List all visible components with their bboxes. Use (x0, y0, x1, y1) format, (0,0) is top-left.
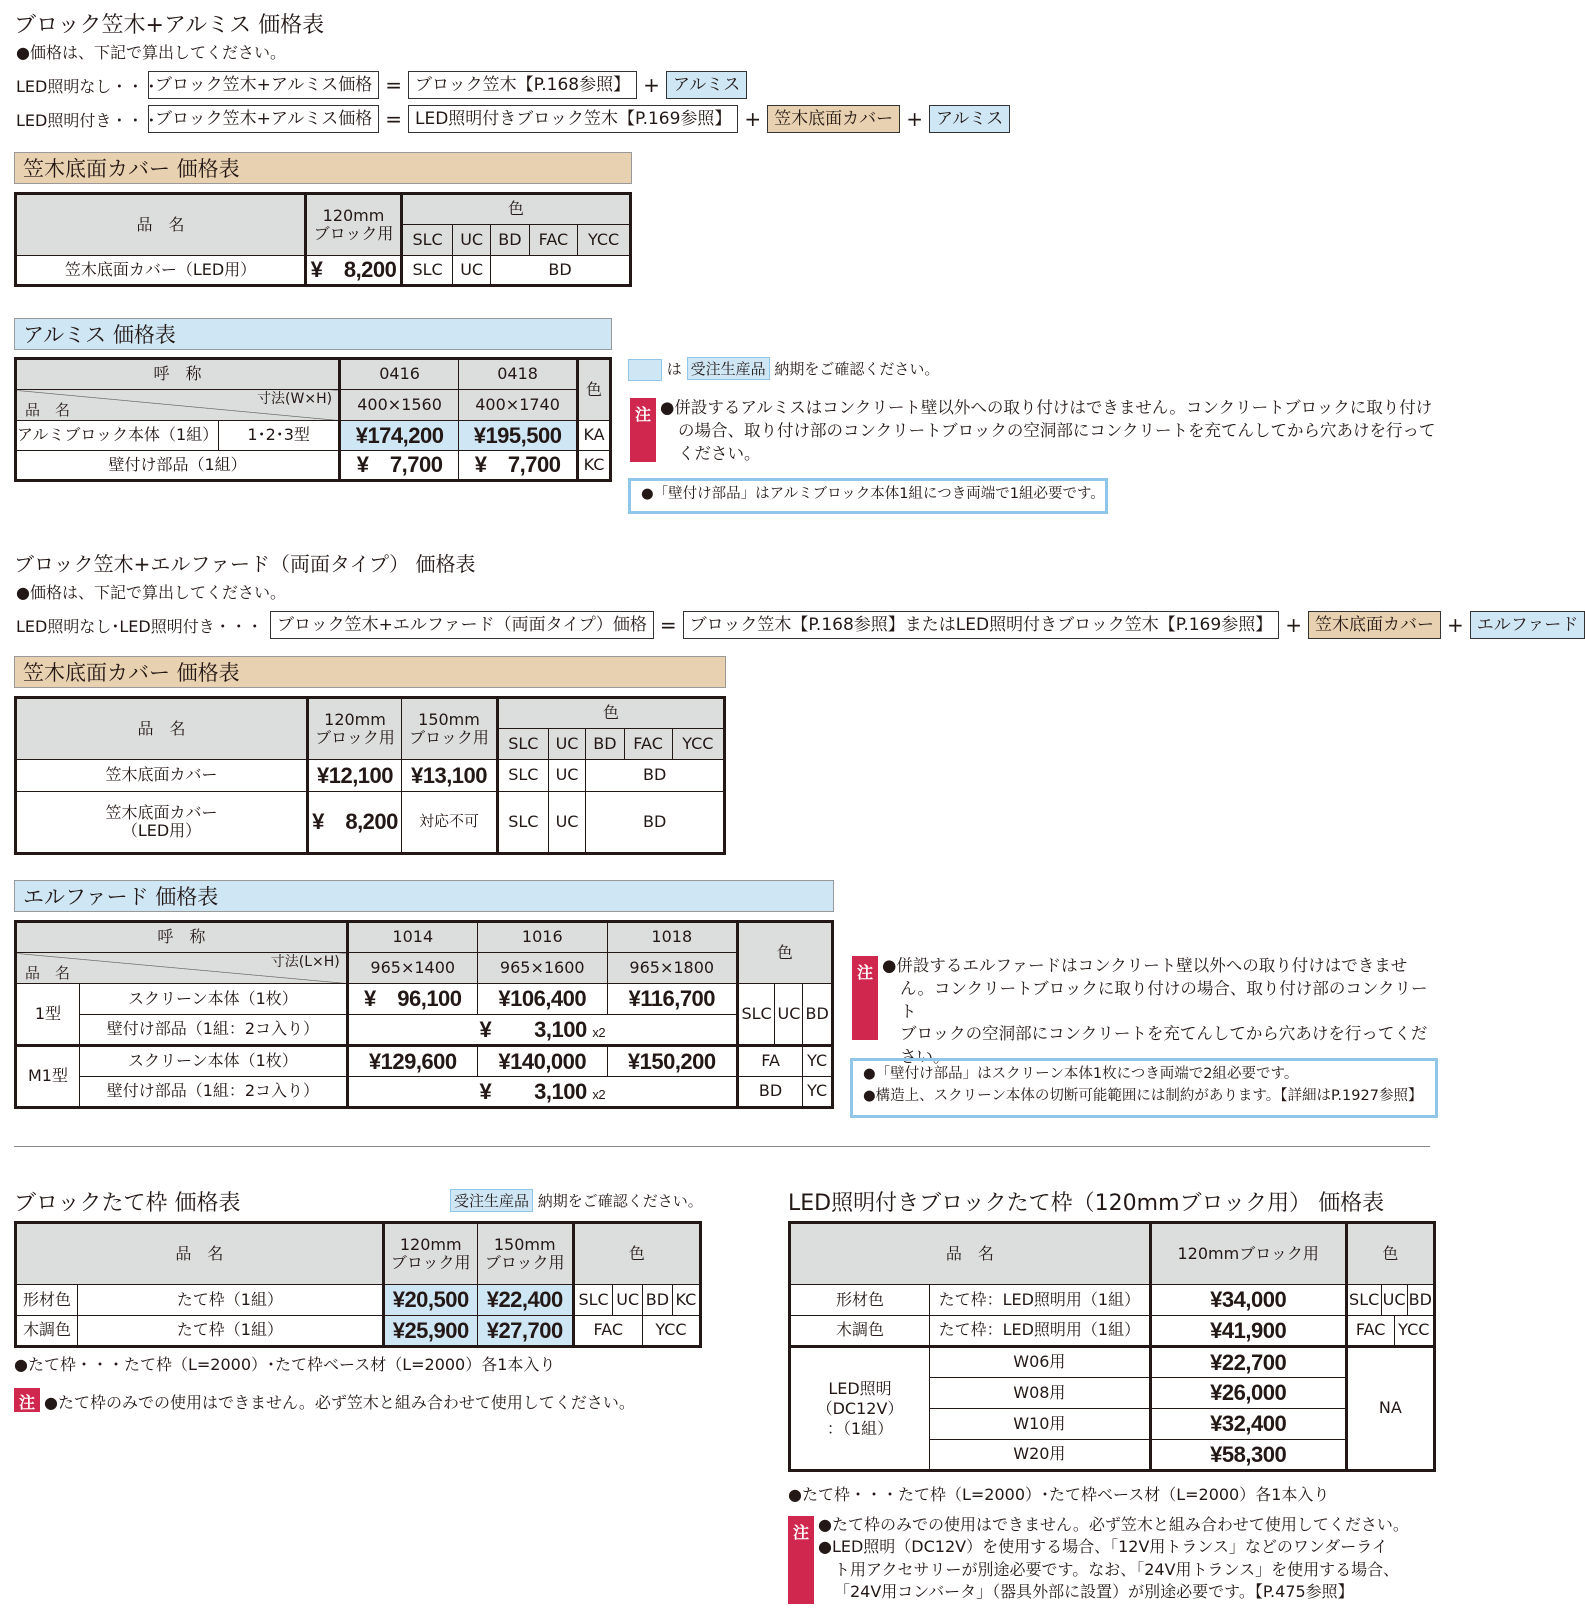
header-dim: 寸法(W×H) (257, 391, 333, 407)
caution-icon: 注 (14, 1388, 40, 1412)
color-code: BD (491, 225, 530, 256)
plus: + (906, 107, 923, 131)
header-model: 1014 (347, 922, 477, 953)
table-row (16, 792, 725, 854)
formula-box: エルファード (1470, 611, 1585, 639)
price-table (14, 357, 612, 482)
header-color: 色 (578, 359, 611, 421)
color-code: UC (453, 225, 491, 256)
legend-swatch (628, 359, 662, 381)
price: ¥12,100 (308, 760, 402, 792)
category: 木調色 (790, 1316, 930, 1347)
caution-icon: 注 (852, 956, 878, 1040)
dimension: 400×1560 (340, 390, 459, 421)
note-line: の場合、取り付け部のコンクリートブロックの空洞部にコンクリートを充てんしてから穴あけを行って (678, 420, 1436, 440)
formula-box: 笠木底面カバー (767, 105, 900, 133)
color-code: YCC (578, 225, 631, 256)
legend-text: 納期をご確認ください。 (774, 360, 940, 378)
section-title: LED照明付きブロックたて枠（120mmブロック用） 価格表 (788, 1191, 1385, 1216)
price: ¥58,300 (1150, 1440, 1346, 1471)
dimension: 965×1600 (477, 953, 607, 984)
table-row (16, 1316, 701, 1347)
color-value: SLC (737, 984, 775, 1046)
header-size: 120mm ブロック用 (383, 1223, 477, 1285)
color-code: FAC (529, 225, 578, 256)
header-name: 品 名 (25, 400, 71, 419)
color-value: BD (803, 984, 833, 1046)
quantity-multiplier: x2 (592, 1086, 606, 1102)
legend (628, 357, 939, 381)
price: ¥ 3,100 (479, 1078, 587, 1104)
price-table (14, 696, 726, 855)
dimension: 965×1400 (347, 953, 477, 984)
header-color: 色 (573, 1223, 700, 1285)
color-value: UC (613, 1285, 642, 1316)
header-size: 120mmブロック用 (1150, 1223, 1346, 1285)
price: ¥ 96,100 (347, 984, 477, 1015)
price: ¥116,700 (607, 984, 737, 1015)
price: ¥32,400 (1150, 1409, 1346, 1440)
header-call: 呼 称 (16, 359, 340, 390)
table-row (790, 1316, 1435, 1347)
price: ¥27,700 (477, 1316, 573, 1347)
color-code: YCC (672, 729, 724, 760)
price: ¥ 8,200 (306, 256, 402, 286)
price: ¥ 7,700 (340, 451, 459, 481)
price: ¥13,100 (402, 760, 498, 792)
instruction: ●価格は、下記で算出してください。 (16, 43, 286, 62)
info-frame (850, 1058, 1438, 1118)
formula-label: LED照明なし･LED照明付き・・・ (16, 616, 263, 636)
package-note: ●たて枠・・・たて枠（L=2000）･たて枠ベース材（L=2000）各1本入り (14, 1355, 556, 1374)
table-row (16, 1285, 701, 1316)
header-diagonal (16, 390, 340, 421)
color-value: FAC (1346, 1316, 1394, 1347)
table-title: 笠木底面カバー 価格表 (14, 656, 726, 688)
equals: = (385, 107, 402, 131)
divider (14, 1146, 1430, 1147)
formula-row (16, 71, 747, 99)
table-row (16, 984, 833, 1015)
price: ¥22,700 (1150, 1347, 1346, 1378)
color-value: UC (453, 256, 491, 286)
color-value: UC (1381, 1285, 1407, 1316)
note-line: ●たて枠のみでの使用はできません。必ず笠木と組み合わせて使用してください。 (818, 1515, 1409, 1534)
formula-label: LED照明付き・・・ (16, 110, 160, 130)
item-name: 笠木底面カバー （LED用） (16, 792, 308, 854)
price: ¥25,900 (383, 1316, 477, 1347)
header-call: 呼 称 (16, 922, 348, 953)
caution-icon: 注 (788, 1516, 814, 1604)
plus: + (1285, 613, 1302, 637)
plus: + (1446, 613, 1464, 637)
formula-row (16, 105, 1010, 133)
header-name: 品 名 (16, 698, 308, 760)
note-line: ●併設するアルミスはコンクリート壁以外への取り付けはできません。コンクリートブロックに取り付け (660, 398, 1433, 417)
color-value: SLC (402, 256, 453, 286)
price-table (788, 1221, 1436, 1472)
item-name: たて枠（1組） (78, 1285, 384, 1316)
color-value: BD (737, 1077, 803, 1108)
not-available: 対応不可 (402, 792, 498, 854)
info-text: ●構造上、スクリーン本体の切断可能範囲には制約があります。【詳細はP.1927参照】 (863, 1087, 1423, 1104)
price: ¥ 7,700 (459, 451, 578, 481)
plus: + (744, 107, 762, 131)
note-line: ん。コンクリートブロックに取り付けの場合、取り付け部のコンクリート (900, 978, 1428, 1021)
formula-box: LED照明付きブロック笠木【P.169参照】 (408, 105, 738, 133)
color-value: BD (1407, 1285, 1434, 1316)
color-value: BD (586, 760, 725, 792)
formula-box: アルミス (666, 71, 747, 99)
color-code: SLC (498, 729, 549, 760)
header-model: 0418 (459, 359, 578, 390)
led-label: LED照明 （DC12V） ：（1組） (790, 1347, 930, 1471)
caution-note (818, 1514, 1438, 1604)
info-frame (628, 478, 1108, 514)
header-name: 品 名 (25, 963, 71, 982)
item-name: たて枠：LED照明用（1組） (930, 1316, 1151, 1347)
category: 木調色 (16, 1316, 78, 1347)
price: ¥34,000 (1150, 1285, 1346, 1316)
type-label: 1型 (16, 984, 80, 1046)
formula-box: ブロック笠木+アルミス価格 (148, 105, 379, 133)
header-color: 色 (402, 194, 631, 225)
equals: = (659, 613, 677, 637)
price-table (14, 920, 834, 1109)
formula-box: 笠木底面カバー (1308, 611, 1441, 639)
price-table (14, 192, 632, 287)
table-row (790, 1347, 1435, 1378)
header-name: 品 名 (16, 1223, 384, 1285)
quantity-multiplier: x2 (592, 1024, 606, 1040)
note-line: ●LED照明（DC12V）を使用する場合、「12V用トランス」などのワンダーライ (818, 1537, 1388, 1557)
item-name: 壁付け部品（1組） (16, 451, 340, 481)
price: ¥26,000 (1150, 1378, 1346, 1409)
color-code: SLC (402, 225, 453, 256)
color-code: UC (548, 729, 586, 760)
price: ¥150,200 (607, 1046, 737, 1077)
caution-note (882, 955, 1442, 1069)
price: ¥ 3,100 (479, 1016, 587, 1042)
note-line: ト用アクセサリーが別途必要です。なお、「24V用トランス」を使用する場合、 (834, 1559, 1400, 1579)
formula-box: ブロック笠木+アルミス価格 (148, 71, 379, 99)
info-text: ●「壁付け部品」はアルミブロック本体1組につき両端で1組必要です。 (641, 486, 1105, 502)
table-title: 笠木底面カバー 価格表 (14, 152, 632, 184)
table-row (16, 421, 611, 451)
color-value: UC (548, 792, 586, 854)
color-value: FA (737, 1046, 803, 1077)
color-code: FAC (624, 729, 672, 760)
dimension: 965×1800 (607, 953, 737, 984)
formula-label: LED照明なし・・・ (16, 76, 160, 96)
header-color: 色 (498, 698, 725, 729)
color-value: SLC (498, 760, 549, 792)
color-value: UC (775, 984, 803, 1046)
equals: = (385, 73, 402, 97)
price: ¥129,600 (347, 1046, 477, 1077)
item-name: W20用 (930, 1440, 1151, 1471)
item-name: W06用 (930, 1347, 1151, 1378)
note-line: ●併設するエルファードはコンクリート壁以外への取り付けはできませ (882, 956, 1408, 975)
item-name: アルミブロック本体（1組） (16, 421, 219, 451)
header-model: 0416 (340, 359, 459, 390)
table-row (16, 1077, 833, 1108)
table-title: アルミス 価格表 (14, 318, 612, 350)
formula-box: ブロック笠木【P.168参照】 (408, 71, 637, 99)
caution-icon: 注 (630, 398, 656, 462)
item-name: スクリーン本体（1枚） (80, 1046, 348, 1077)
price: ¥174,200 (340, 421, 459, 451)
header-size: 150mm ブロック用 (402, 698, 498, 760)
table-row (16, 256, 631, 286)
made-to-order-tag: 受注生産品 (687, 357, 770, 380)
dimension: 400×1740 (459, 390, 578, 421)
header-size: 150mm ブロック用 (477, 1223, 573, 1285)
instruction: ●価格は、下記で算出してください。 (16, 583, 286, 602)
color-value: BD (491, 256, 631, 286)
plus: + (643, 73, 660, 97)
item-type: 1･2･3型 (219, 421, 340, 451)
header-size: 120mm ブロック用 (306, 194, 402, 256)
header-color: 色 (1346, 1223, 1434, 1285)
color-value: SLC (573, 1285, 613, 1316)
item-name: 壁付け部品（1組：2コ入り） (80, 1015, 348, 1046)
item-name: スクリーン本体（1枚） (80, 984, 348, 1015)
color-value: YCC (642, 1316, 700, 1347)
legend (450, 1189, 703, 1212)
color-value: UC (548, 760, 586, 792)
color-code: BD (586, 729, 624, 760)
header-model: 1016 (477, 922, 607, 953)
price-table (14, 1221, 702, 1348)
table-row (790, 1285, 1435, 1316)
color-value: BD (642, 1285, 672, 1316)
color-value: KC (578, 451, 611, 481)
table-row (16, 760, 725, 792)
color-value: YCC (1394, 1316, 1434, 1347)
header-name: 品 名 (16, 194, 306, 256)
note-line: さい。 (900, 1047, 950, 1067)
table-row (16, 1015, 833, 1046)
item-name: 笠木底面カバー (16, 760, 308, 792)
category: 形材色 (790, 1285, 930, 1316)
color-value: YC (803, 1077, 833, 1108)
caution-note (660, 397, 1440, 465)
price: ¥140,000 (477, 1046, 607, 1077)
price-cell (347, 1015, 737, 1046)
table-row (16, 451, 611, 481)
formula-box: ブロック笠木+エルファード（両面タイプ）価格 (270, 611, 654, 639)
item-name: 壁付け部品（1組：2コ入り） (80, 1077, 348, 1108)
header-name: 品 名 (790, 1223, 1151, 1285)
color-value: BD (586, 792, 725, 854)
color-value: YC (803, 1046, 833, 1077)
table-row (16, 1046, 833, 1077)
item-name: 笠木底面カバー（LED用） (16, 256, 306, 286)
made-to-order-tag: 受注生産品 (450, 1189, 533, 1212)
type-label: M1型 (16, 1046, 80, 1108)
package-note: ●たて枠・・・たて枠（L=2000）･たて枠ベース材（L=2000）各1本入り (788, 1485, 1330, 1504)
color-value: NA (1346, 1347, 1434, 1471)
legend-text: 納期をご確認ください。 (537, 1192, 703, 1210)
legend-is: は (666, 360, 682, 378)
color-value: SLC (1346, 1285, 1381, 1316)
item-name: W10用 (930, 1409, 1151, 1440)
info-text: ●「壁付け部品」はスクリーン本体1枚につき両端で2組必要です。 (863, 1066, 1299, 1082)
header-color: 色 (737, 922, 832, 984)
header-diagonal (16, 953, 348, 984)
item-name: たて枠（1組） (78, 1316, 384, 1347)
price: ¥195,500 (459, 421, 578, 451)
color-value: FAC (573, 1316, 642, 1347)
color-value: KA (578, 421, 611, 451)
price-cell (347, 1077, 737, 1108)
price: ¥106,400 (477, 984, 607, 1015)
formula-box: アルミス (929, 105, 1010, 133)
header-model: 1018 (607, 922, 737, 953)
price: ¥ 8,200 (308, 792, 402, 854)
caution-note: ●たて枠のみでの使用はできません。必ず笠木と組み合わせて使用してください。 (44, 1393, 635, 1412)
color-value: KC (672, 1285, 700, 1316)
category: 形材色 (16, 1285, 78, 1316)
note-line: 「24V用コンバータ」（器具外部に設置）が別途必要です。【P.475参照】 (834, 1582, 1354, 1602)
price: ¥20,500 (383, 1285, 477, 1316)
formula-box: ブロック笠木【P.168参照】またはLED照明付きブロック笠木【P.169参照】 (683, 611, 1280, 639)
item-name: たて枠：LED照明用（1組） (930, 1285, 1151, 1316)
note-line: ください。 (678, 443, 761, 463)
section-title: ブロック笠木+エルファード（両面タイプ） 価格表 (14, 552, 476, 576)
note-line: ブロックの空洞部にコンクリートを充てんしてから穴あけを行ってくだ (900, 1024, 1428, 1044)
header-size: 120mm ブロック用 (308, 698, 402, 760)
section-title: ブロックたて枠 価格表 (14, 1191, 241, 1216)
header-dim: 寸法(L×H) (270, 954, 340, 970)
formula-row (16, 611, 1585, 639)
color-value: SLC (498, 792, 549, 854)
table-title: エルファード 価格表 (14, 880, 834, 912)
section-title: ブロック笠木+アルミス 価格表 (14, 13, 325, 38)
price: ¥41,900 (1150, 1316, 1346, 1347)
item-name: W08用 (930, 1378, 1151, 1409)
price: ¥22,400 (477, 1285, 573, 1316)
